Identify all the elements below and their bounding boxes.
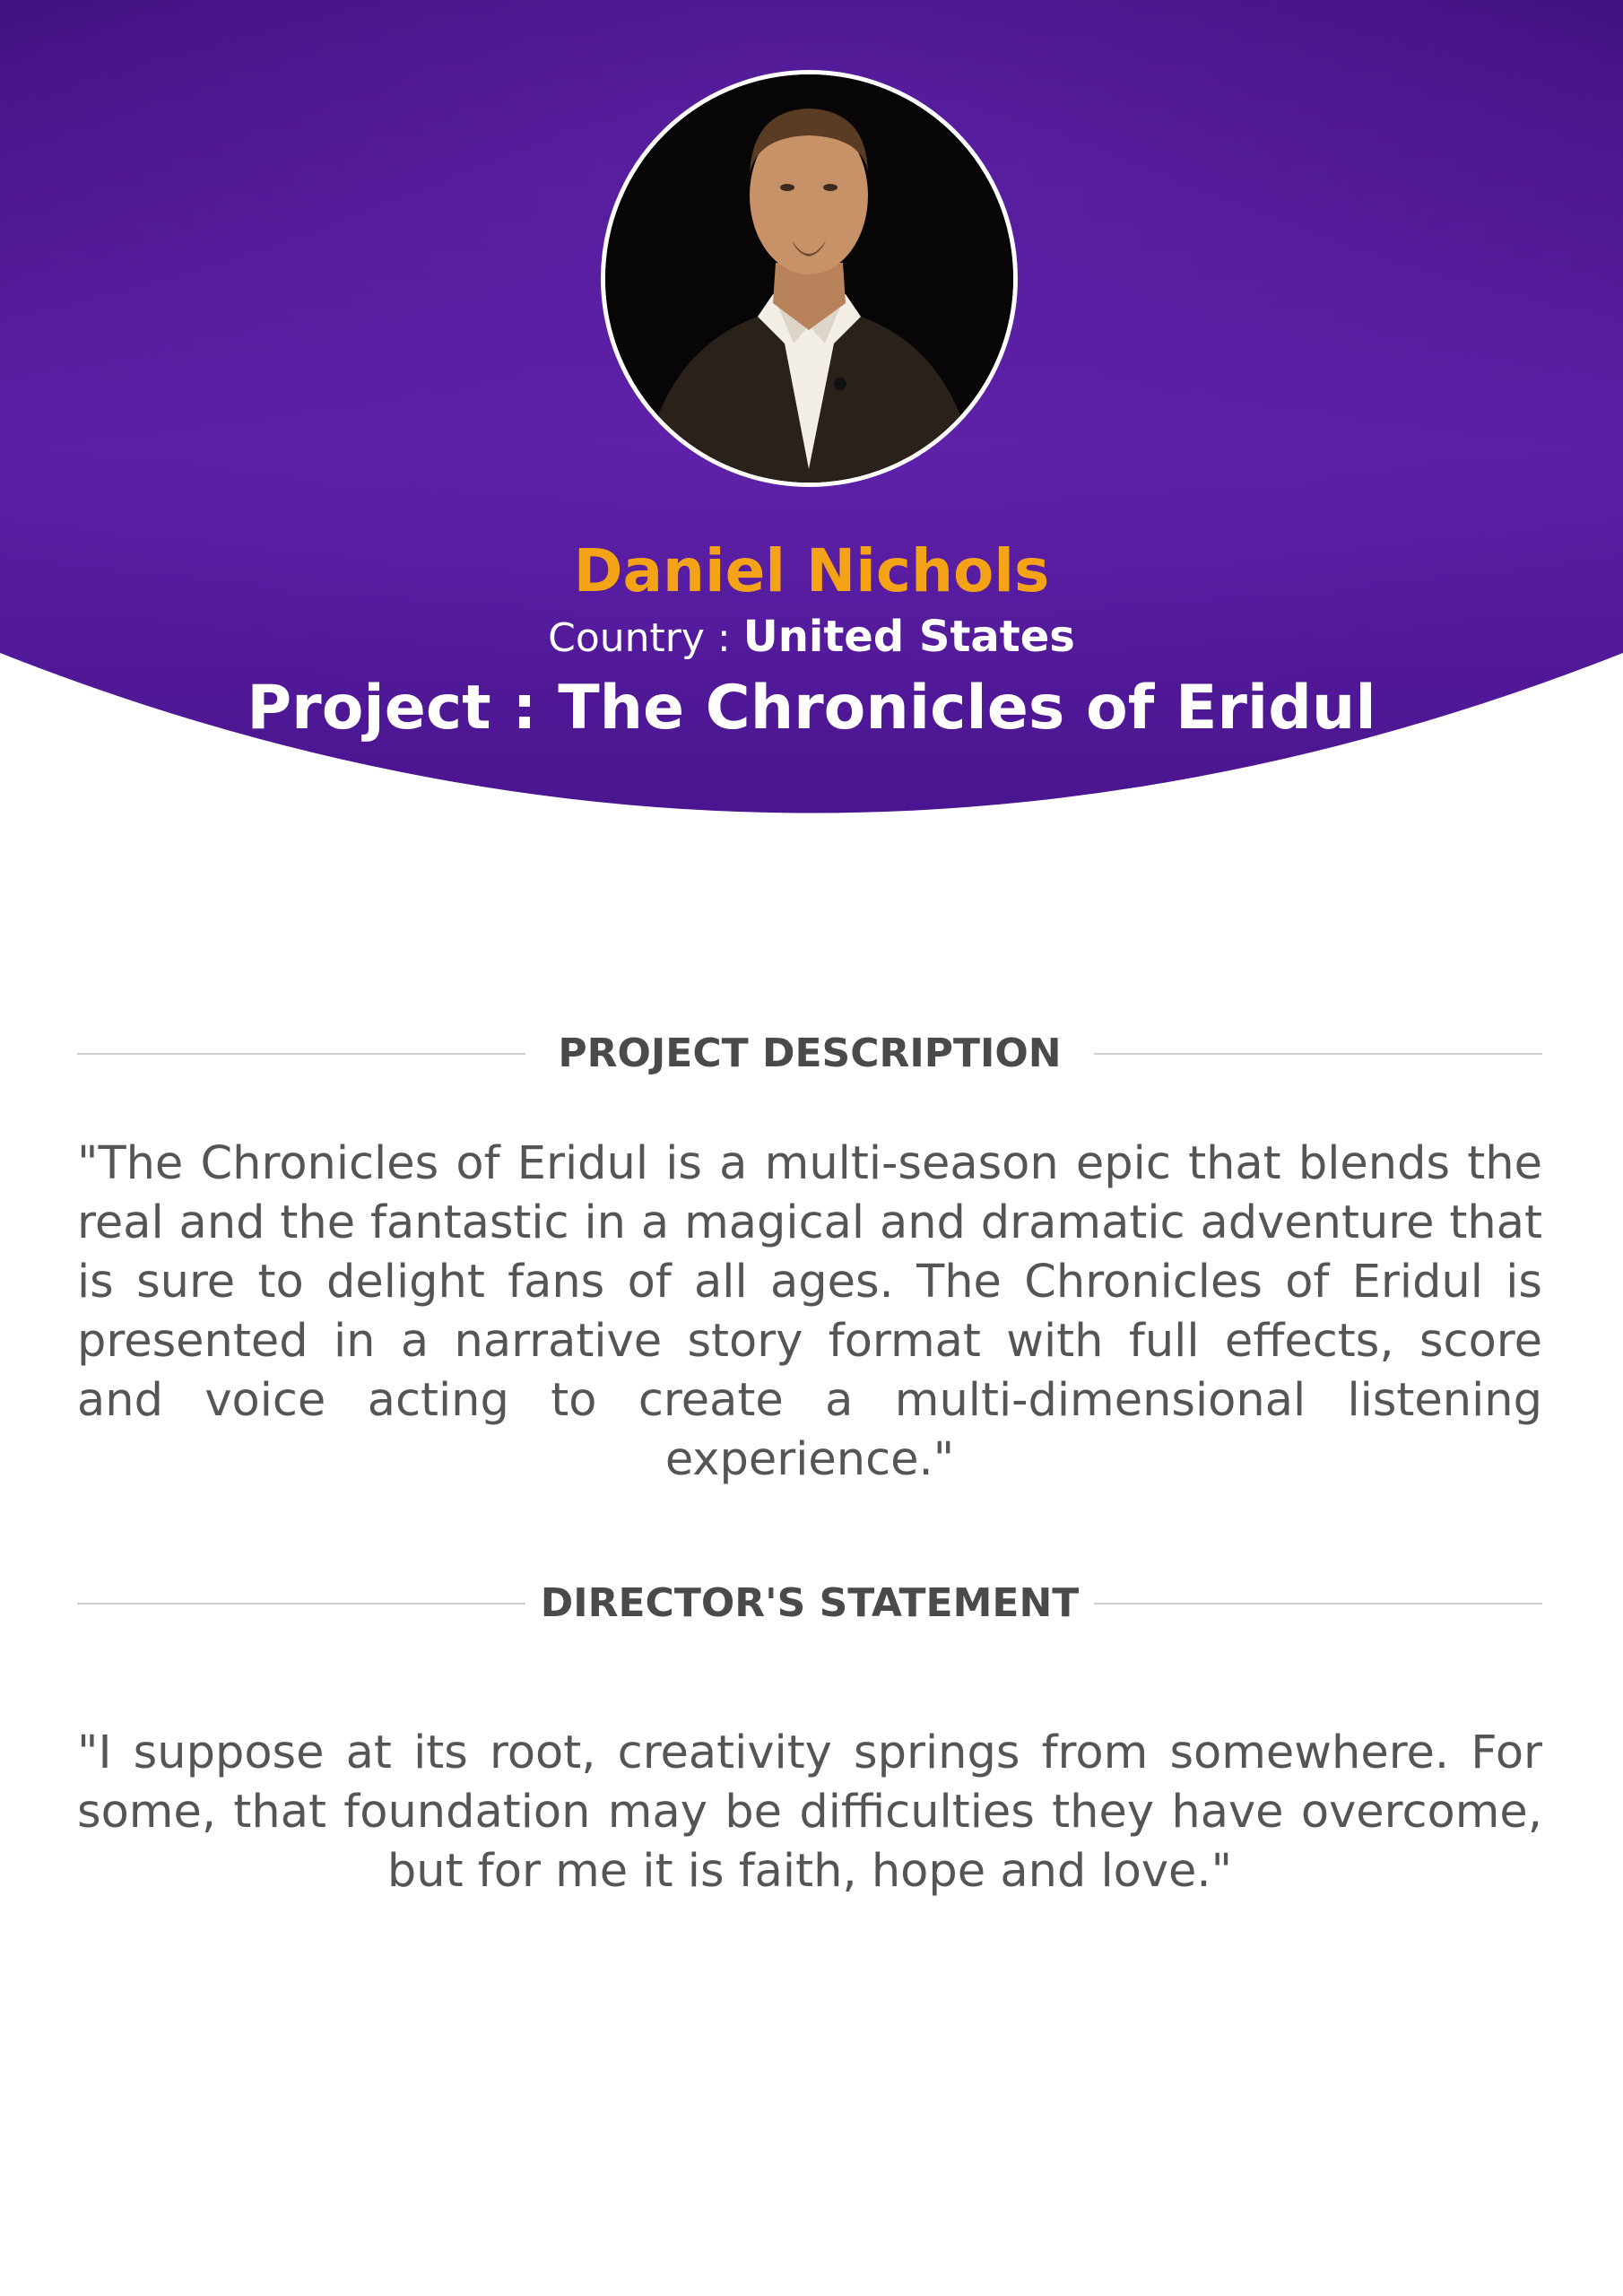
- person-name: Daniel Nichols: [573, 536, 1050, 605]
- divider-left: [77, 1603, 525, 1605]
- profile-header: [0, 0, 1623, 816]
- divider-right: [1094, 1053, 1542, 1055]
- portrait-photo: [605, 74, 1013, 483]
- section-title: DIRECTOR'S STATEMENT: [540, 1580, 1080, 1626]
- section-title: PROJECT DESCRIPTION: [558, 1031, 1062, 1076]
- section-heading-directors-statement: [77, 1572, 1542, 1635]
- avatar: [601, 70, 1018, 487]
- country-label: Country :: [548, 615, 743, 661]
- divider-left: [77, 1053, 525, 1055]
- divider-right: [1094, 1603, 1542, 1605]
- project-description-text: "The Chronicles of Eridul is a multi-season epic that blends the real and the fantastic in a magical and dramatic adventure that is sure to delight fans of all ages. The Chronicles of Eridul is presented in a narrative story format with full effects, score and voice acting to create a multi-dimensional listening experience.": [77, 1137, 1542, 1486]
- country-line: [0, 605, 1623, 670]
- country-value: United States: [742, 612, 1075, 662]
- section-heading-project-description: [77, 1022, 1542, 1085]
- project-title: Project : The Chronicles of Eridul: [247, 673, 1376, 744]
- directors-statement-text: "I suppose at its root, creativity springs from somewhere. For some, that foundation may be difficulties they have overcome, but for me it is faith, hope and love.": [77, 1726, 1542, 1898]
